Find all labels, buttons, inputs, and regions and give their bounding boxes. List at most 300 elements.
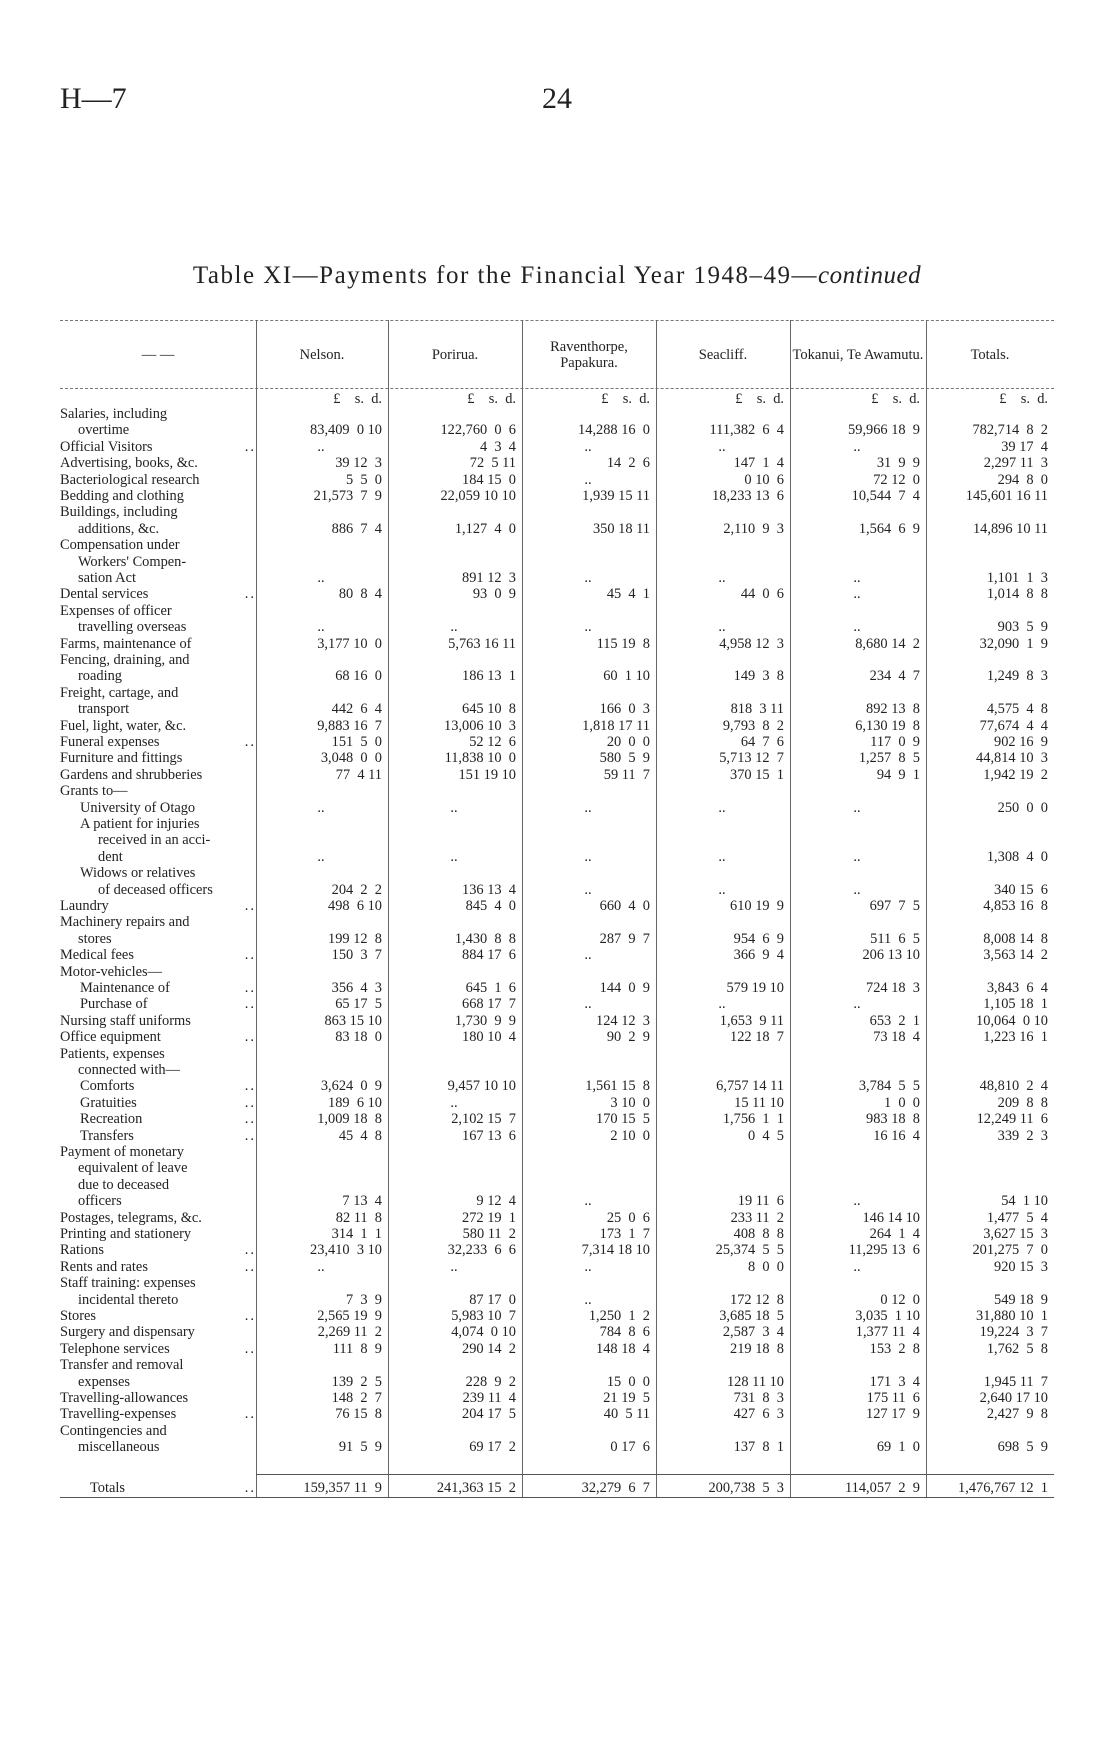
cell-raventhorpe: 59 11 7 [603, 766, 650, 783]
row-label [60, 455, 256, 471]
cell-tokanui: 73 18 4 [873, 1029, 920, 1046]
row-label-line: Telephone services [60, 1340, 170, 1357]
cell-nelson: 68 16 0 [335, 668, 382, 685]
row-label-line: Grants to— [60, 783, 128, 800]
cell-porirua: 52 12 6 [469, 734, 516, 750]
cell-porirua: 204 17 5 [462, 1406, 516, 1423]
cell-tokanui: 264 1 4 [869, 1226, 920, 1242]
cell-totals: 698 5 9 [997, 1439, 1048, 1456]
row-label [60, 636, 256, 652]
cell-nelson: .. [317, 438, 325, 455]
cell-raventhorpe: .. [584, 799, 592, 816]
units-label-nelson: £ s. d. [333, 391, 382, 407]
row-label-line: Dental services [60, 586, 149, 603]
cell-raventhorpe: 15 0 0 [606, 1373, 650, 1390]
cell-raventhorpe: 32,279 6 7 [581, 1480, 650, 1496]
table-top-rule [60, 320, 1054, 321]
cell-totals: 1,249 8 3 [986, 668, 1048, 685]
row-label-line: dent [98, 848, 123, 865]
row-label [60, 1259, 256, 1275]
cell-nelson: 76 15 8 [335, 1406, 382, 1423]
leader-dots: .. [244, 1078, 256, 1095]
cell-nelson: .. [317, 848, 325, 865]
cell-totals: 2,640 17 10 [979, 1390, 1048, 1406]
cell-raventhorpe: .. [584, 848, 592, 865]
cell-raventhorpe: 14,288 16 0 [578, 422, 650, 439]
cell-nelson: 45 4 8 [338, 1127, 382, 1144]
row-label [60, 734, 256, 750]
row-label-line: travelling overseas [78, 619, 187, 636]
cell-nelson: .. [317, 1258, 325, 1275]
cell-porirua: 136 13 4 [462, 881, 516, 898]
cell-nelson: 91 5 9 [338, 1439, 382, 1456]
row-label-line: of deceased officers [98, 881, 213, 898]
cell-seacliff: 18,233 13 6 [712, 488, 784, 504]
cell-raventhorpe: .. [584, 1193, 592, 1210]
cell-porirua: 167 13 6 [462, 1127, 516, 1144]
cell-porirua: 11,838 10 0 [444, 750, 516, 767]
leader-dots: .. [244, 438, 256, 455]
cell-raventhorpe: 1,939 15 11 [582, 488, 650, 504]
page-number: 24 [542, 82, 572, 115]
row-label-line: Travelling-expenses [60, 1406, 177, 1423]
row-label-line: Medical fees [60, 947, 134, 964]
column-divider [522, 320, 523, 1498]
column-header-tokanui: Tokanui, Te Awamutu. [792, 347, 924, 363]
row-label [60, 1406, 256, 1422]
cell-totals: 44,814 10 3 [976, 750, 1048, 767]
cell-totals: 1,223 16 1 [983, 1029, 1048, 1046]
cell-totals: 1,105 18 1 [983, 996, 1048, 1013]
cell-seacliff: 366 9 4 [733, 947, 784, 964]
header-bottom-rule [60, 388, 1054, 389]
cell-nelson: .. [317, 569, 325, 586]
row-label [60, 1029, 256, 1045]
row-label-line: stores [78, 930, 112, 947]
row-label [60, 996, 256, 1012]
row-label-line: Bedding and clothing [60, 488, 184, 504]
cell-totals: 32,090 1 9 [979, 635, 1048, 652]
row-label-line: Widows or relatives [80, 865, 196, 882]
cell-totals: 145,601 16 11 [965, 488, 1048, 504]
row-label [60, 406, 256, 439]
totals-top-rule [256, 1474, 1054, 1475]
stub-header: — — [141, 347, 175, 363]
row-label-line: Furniture and fittings [60, 750, 183, 767]
cell-totals: 339 2 3 [997, 1127, 1048, 1144]
cell-totals: 1,762 5 8 [986, 1340, 1048, 1357]
row-label-line: Rents and rates [60, 1258, 148, 1275]
cell-porirua: 13,006 10 3 [444, 717, 516, 734]
cell-porirua: 891 12 3 [462, 569, 516, 586]
row-label [60, 865, 256, 898]
cell-seacliff: 137 8 1 [733, 1439, 784, 1456]
cell-tokanui: 1,564 6 9 [858, 520, 920, 537]
cell-tokanui: 10,544 7 4 [851, 488, 920, 504]
cell-raventhorpe: 21 19 5 [603, 1390, 650, 1406]
cell-tokanui: 724 18 3 [866, 980, 920, 996]
cell-seacliff: 8 0 0 [748, 1258, 784, 1275]
cell-raventhorpe: .. [584, 619, 592, 636]
cell-nelson: 150 3 7 [331, 947, 382, 964]
cell-totals: 902 16 9 [994, 734, 1048, 750]
cell-nelson: 7 3 9 [346, 1291, 382, 1308]
cell-tokanui: 69 1 0 [876, 1439, 920, 1456]
row-label-line: Bacteriological research [60, 471, 200, 488]
cell-raventhorpe: 287 9 7 [599, 930, 650, 947]
cell-tokanui: 1,377 11 4 [855, 1324, 920, 1341]
cell-totals: 1,101 1 3 [986, 569, 1048, 586]
row-label-line: Printing and stationery [60, 1226, 192, 1242]
leader-dots: .. [244, 947, 256, 964]
cell-raventhorpe: 14 2 6 [606, 455, 650, 472]
cell-nelson: 7 13 4 [342, 1193, 382, 1210]
cell-porirua: 645 1 6 [465, 980, 516, 996]
cell-porirua: .. [450, 619, 458, 636]
cell-seacliff: 19 11 6 [737, 1193, 784, 1210]
cell-nelson: 151 5 0 [331, 734, 382, 750]
cell-seacliff: 954 6 9 [733, 930, 784, 947]
row-label [60, 1390, 256, 1406]
row-label [60, 1275, 256, 1308]
leader-dots: .. [244, 980, 256, 996]
row-label-line: received in an acci- [98, 832, 211, 849]
cell-totals: 209 8 8 [997, 1094, 1048, 1111]
row-label [60, 1357, 256, 1390]
row-label-line: Motor-vehicles— [60, 963, 163, 980]
cell-raventhorpe: 1,250 1 2 [588, 1308, 650, 1324]
row-label-line: Workers' Compen- [78, 553, 187, 570]
cell-totals: 340 15 6 [994, 881, 1048, 898]
cell-tokanui: 59,966 18 9 [848, 422, 920, 439]
cell-nelson: 886 7 4 [331, 520, 382, 537]
cell-seacliff: 64 7 6 [740, 734, 784, 750]
row-label [60, 1242, 256, 1258]
cell-porirua: 1,127 4 0 [454, 520, 516, 537]
cell-seacliff: 610 19 9 [730, 898, 784, 914]
cell-tokanui: 206 13 10 [862, 947, 920, 964]
cell-tokanui: 0 12 0 [880, 1291, 920, 1308]
cell-porirua: 668 17 7 [462, 996, 516, 1013]
row-label-line: Laundry [60, 898, 109, 914]
leader-dots: .. [244, 1406, 256, 1423]
cell-tokanui: 117 0 9 [870, 734, 920, 750]
row-label [60, 603, 256, 636]
cell-nelson: 9,883 16 7 [317, 717, 382, 734]
leader-dots: .. [244, 1242, 256, 1259]
cell-raventhorpe: 350 18 11 [592, 520, 650, 537]
row-label-line: Maintenance of [80, 980, 170, 996]
cell-nelson: 5 5 0 [346, 471, 382, 488]
cell-tokanui: .. [853, 881, 861, 898]
table-caption [0, 262, 1114, 290]
cell-seacliff: 1,756 1 1 [722, 1111, 784, 1128]
cell-tokanui: 234 4 7 [869, 668, 920, 685]
row-label-line: Fencing, draining, and [60, 652, 190, 668]
row-label-line: Funeral expenses [60, 734, 160, 750]
cell-totals: 14,896 10 11 [972, 520, 1048, 537]
cell-nelson: .. [317, 799, 325, 816]
cell-porirua: .. [450, 799, 458, 816]
cell-tokanui: .. [853, 619, 861, 636]
cell-seacliff: .. [718, 996, 726, 1013]
cell-porirua: 32,233 6 6 [447, 1242, 516, 1259]
cell-porirua: 9 12 4 [476, 1193, 516, 1210]
row-label [60, 980, 256, 996]
cell-seacliff: 5,713 12 7 [719, 750, 784, 767]
cell-nelson: 83,409 0 10 [310, 422, 382, 439]
cell-raventhorpe: 115 19 8 [596, 635, 650, 652]
row-label [60, 537, 256, 586]
cell-totals: 920 15 3 [994, 1258, 1048, 1275]
row-label-line: Gardens and shrubberies [60, 766, 203, 783]
row-label [60, 1095, 256, 1111]
cell-seacliff: 818 3 11 [730, 701, 784, 718]
cell-tokanui: 175 11 6 [866, 1390, 920, 1406]
column-divider [926, 320, 927, 1498]
row-label-line: Payment of monetary [60, 1144, 184, 1160]
cell-porirua: 180 10 4 [462, 1029, 516, 1046]
cell-totals: 31,880 10 1 [976, 1308, 1048, 1324]
cell-seacliff: 2,110 9 3 [723, 520, 784, 537]
cell-nelson: 204 2 2 [331, 881, 382, 898]
row-label-line: overtime [78, 422, 130, 439]
row-label-line: miscellaneous [78, 1439, 160, 1456]
cell-totals: 782,714 8 2 [972, 422, 1048, 439]
caption-main: Table XI—Payments for the Financial Year 1948–49— [192, 262, 819, 289]
cell-raventhorpe: 40 5 11 [603, 1406, 650, 1423]
cell-raventhorpe: .. [584, 881, 592, 898]
units-label-seacliff: £ s. d. [735, 391, 784, 407]
row-label-line: Machinery repairs and [60, 914, 190, 931]
cell-raventhorpe: .. [584, 438, 592, 455]
row-label-line: equivalent of leave [78, 1160, 188, 1177]
row-label [60, 586, 256, 602]
cell-nelson: 39 12 3 [335, 455, 382, 472]
row-label-line: Expenses of officer [60, 602, 172, 619]
leader-dots: .. [244, 996, 256, 1013]
cell-porirua: 290 14 2 [462, 1340, 516, 1357]
row-label [60, 1341, 256, 1357]
cell-porirua: 9,457 10 10 [447, 1078, 516, 1095]
cell-nelson: 3,177 10 0 [317, 635, 382, 652]
cell-tokanui: 94 9 1 [876, 766, 920, 783]
column-divider [790, 320, 791, 1498]
cell-nelson: 148 2 7 [331, 1390, 382, 1406]
cell-totals: 201,275 7 0 [972, 1242, 1048, 1259]
row-label [60, 504, 256, 537]
cell-seacliff: 427 6 3 [733, 1406, 784, 1423]
cell-nelson: .. [317, 619, 325, 636]
cell-tokanui: 146 14 10 [862, 1209, 920, 1226]
cell-totals: 3,843 6 4 [986, 980, 1048, 996]
cell-nelson: 863 15 10 [324, 1012, 382, 1029]
row-label-line: Freight, cartage, and [60, 684, 179, 701]
units-label-porirua: £ s. d. [467, 391, 516, 407]
cell-totals: 77,674 4 4 [979, 717, 1048, 734]
cell-porirua: 151 19 10 [458, 766, 516, 783]
cell-raventhorpe: 148 18 4 [596, 1340, 650, 1357]
cell-totals: 1,014 8 8 [986, 586, 1048, 603]
cell-porirua: 184 15 0 [462, 471, 516, 488]
cell-totals: 3,627 15 3 [983, 1226, 1048, 1242]
row-label [60, 472, 256, 488]
cell-tokanui: .. [853, 438, 861, 455]
cell-porirua: 580 11 2 [462, 1226, 516, 1242]
leader-dots: .. [244, 1127, 256, 1144]
cell-raventhorpe: 25 0 6 [606, 1209, 650, 1226]
row-label [60, 1046, 256, 1079]
row-label-line: Contingencies and [60, 1422, 167, 1439]
row-label-line: additions, &c. [78, 520, 160, 537]
cell-porirua: 5,983 10 7 [451, 1308, 516, 1324]
cell-nelson: 2,565 19 9 [317, 1308, 382, 1324]
row-label [60, 767, 256, 783]
cell-nelson: 199 12 8 [328, 930, 382, 947]
row-label-line: connected with— [78, 1062, 180, 1078]
cell-seacliff: 408 8 8 [733, 1226, 784, 1242]
cell-seacliff: 2,587 3 4 [722, 1324, 784, 1341]
leader-dots: .. [244, 898, 256, 914]
cell-tokanui: .. [853, 586, 861, 603]
cell-totals: 1,308 4 0 [986, 848, 1048, 865]
cell-tokanui: .. [853, 1258, 861, 1275]
cell-seacliff: 149 3 8 [733, 668, 784, 685]
cell-tokanui: .. [853, 1193, 861, 1210]
cell-tokanui: 6,130 19 8 [855, 717, 920, 734]
cell-raventhorpe: 580 5 9 [599, 750, 650, 767]
row-label-line: Transfers [80, 1127, 134, 1144]
row-label-line: Travelling-allowances [60, 1390, 189, 1406]
row-label-line: Postages, telegrams, &c. [60, 1209, 202, 1226]
leader-dots: .. [244, 1029, 256, 1046]
cell-tokanui: 8,680 14 2 [855, 635, 920, 652]
document-code: H—7 [60, 82, 127, 115]
cell-raventhorpe: 45 4 1 [606, 586, 650, 603]
cell-raventhorpe: .. [584, 1258, 592, 1275]
column-header-porirua: Porirua. [431, 347, 479, 363]
cell-seacliff: .. [718, 438, 726, 455]
cell-totals: 4,575 4 8 [986, 701, 1048, 718]
cell-tokanui: 16 16 4 [873, 1127, 920, 1144]
cell-nelson: 2,269 11 2 [317, 1324, 382, 1341]
row-label-line: Transfer and removal [60, 1357, 184, 1374]
row-label-line: Farms, maintenance of [60, 635, 192, 652]
cell-totals: 19,224 3 7 [979, 1324, 1048, 1341]
row-label-line: sation Act [78, 570, 136, 586]
row-label-line: Official Visitors [60, 438, 153, 455]
row-label-line: expenses [78, 1373, 130, 1390]
cell-tokanui: 983 18 8 [866, 1111, 920, 1128]
cell-totals: 903 5 9 [997, 619, 1048, 636]
leader-dots: .. [244, 1094, 256, 1111]
row-label-line: Purchase of [80, 996, 148, 1013]
row-label-line: Buildings, including [60, 504, 178, 521]
cell-raventhorpe: 60 1 10 [603, 668, 650, 685]
row-label [60, 783, 256, 799]
cell-raventhorpe: 124 12 3 [596, 1012, 650, 1029]
cell-porirua: .. [450, 1094, 458, 1111]
row-label [60, 964, 256, 980]
cell-porirua: 2,102 15 7 [451, 1111, 516, 1128]
cell-raventhorpe: 1,561 15 8 [585, 1078, 650, 1095]
cell-seacliff: 147 1 4 [733, 455, 784, 472]
cell-nelson: 80 8 4 [338, 586, 382, 603]
column-divider [388, 320, 389, 1498]
cell-tokanui: 3,784 5 5 [858, 1078, 920, 1095]
row-label-line: Compensation under [60, 537, 180, 554]
row-label-line: Totals [90, 1480, 125, 1496]
cell-seacliff: 370 15 1 [730, 766, 784, 783]
cell-porirua: 645 10 8 [462, 701, 516, 718]
cell-totals: 39 17 4 [1001, 438, 1048, 455]
cell-porirua: 186 13 1 [462, 668, 516, 685]
column-divider [656, 320, 657, 1498]
cell-tokanui: .. [853, 996, 861, 1013]
units-label-raventhorpe: £ s. d. [601, 391, 650, 407]
cell-totals: 4,853 16 8 [983, 898, 1048, 914]
cell-totals: 12,249 11 6 [976, 1111, 1048, 1128]
cell-raventhorpe: 7,314 18 10 [581, 1242, 650, 1259]
cell-raventhorpe: 0 17 6 [610, 1439, 650, 1456]
row-label [60, 718, 256, 734]
cell-porirua: 1,430 8 8 [454, 930, 516, 947]
cell-tokanui: 1 0 0 [884, 1094, 920, 1111]
row-label-line: Staff training: expenses [60, 1275, 196, 1292]
cell-raventhorpe: .. [584, 996, 592, 1013]
column-header-raventhorpe: Raventhorpe, Papakura. [550, 339, 628, 371]
cell-nelson: 21,573 7 9 [313, 488, 382, 504]
cell-tokanui: 511 6 5 [870, 930, 920, 947]
cell-porirua: 239 11 4 [462, 1390, 516, 1406]
cell-tokanui: 697 7 5 [869, 898, 920, 914]
row-label [60, 1226, 256, 1242]
cell-tokanui: 892 13 8 [866, 701, 920, 718]
cell-seacliff: 233 11 2 [730, 1209, 784, 1226]
cell-raventhorpe: 1,818 17 11 [582, 717, 650, 734]
cell-totals: 549 18 9 [994, 1291, 1048, 1308]
cell-porirua: 228 9 2 [465, 1373, 516, 1390]
cell-totals: 1,477 5 4 [986, 1209, 1048, 1226]
cell-tokanui: 31 9 9 [876, 455, 920, 472]
cell-nelson: 139 2 5 [331, 1373, 382, 1390]
cell-nelson: 82 11 8 [335, 1209, 382, 1226]
row-label-line: due to deceased [78, 1176, 170, 1193]
cell-tokanui: 127 17 9 [866, 1406, 920, 1423]
cell-seacliff: 6,757 14 11 [716, 1078, 784, 1095]
cell-nelson: 1,009 18 8 [317, 1111, 382, 1128]
cell-totals: 250 0 0 [997, 799, 1048, 816]
cell-tokanui: 153 2 8 [869, 1340, 920, 1357]
row-label [60, 488, 256, 504]
cell-raventhorpe: 90 2 9 [606, 1029, 650, 1046]
cell-raventhorpe: 170 15 5 [596, 1111, 650, 1128]
row-label-line: Comforts [80, 1078, 135, 1095]
cell-nelson: 159,357 11 9 [303, 1480, 382, 1496]
cell-nelson: 189 6 10 [328, 1094, 382, 1111]
leader-dots: .. [244, 734, 256, 750]
leader-dots: .. [244, 1480, 256, 1496]
column-divider [256, 320, 257, 1498]
row-label-line: Surgery and dispensary [60, 1324, 195, 1341]
cell-raventhorpe: 784 8 6 [599, 1324, 650, 1341]
cell-seacliff: 172 12 8 [730, 1291, 784, 1308]
cell-porirua: 69 17 2 [469, 1439, 516, 1456]
cell-totals: 10,064 0 10 [976, 1012, 1048, 1029]
table-bottom-rule [60, 1497, 1054, 1498]
caption-continued: continued [818, 262, 922, 289]
cell-porirua: 884 17 6 [462, 947, 516, 964]
